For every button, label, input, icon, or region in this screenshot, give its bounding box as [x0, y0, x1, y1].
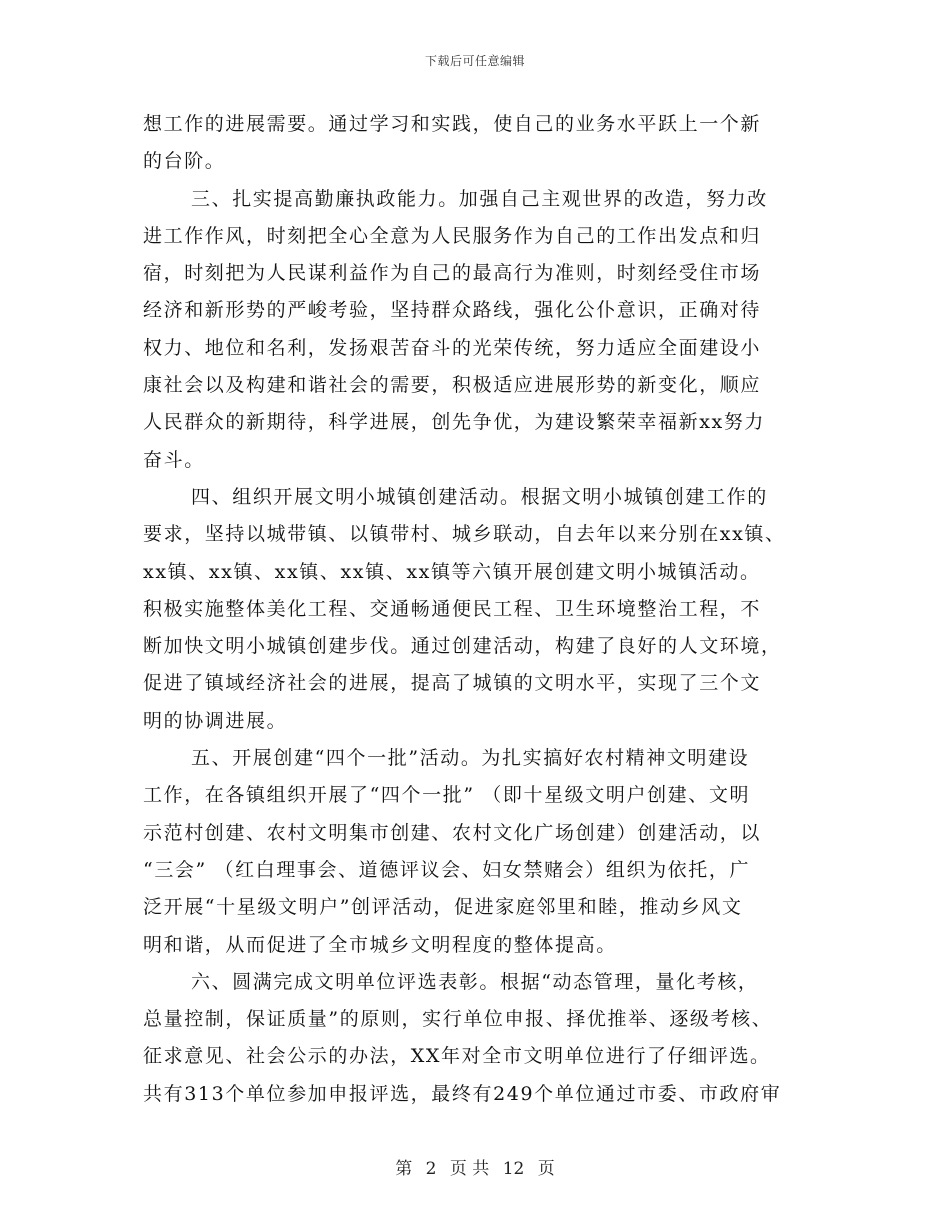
text-line: 工作，在各镇组织开展了“四个一批” （即十星级文明户创建、文明	[143, 784, 751, 807]
text-line: 明的协调进展。	[143, 709, 288, 732]
footer-middle: 页 共	[449, 1159, 490, 1179]
text-line: 泛开展“十星级文明户”创评活动，促进家庭邻里和睦，推动乡风文	[143, 896, 743, 919]
text-line: 康社会以及构建和谐社会的需要，积极适应进展形势的新变化，顺应	[143, 374, 762, 397]
text-line: 的台阶。	[143, 150, 226, 173]
footer-suffix: 页	[537, 1159, 555, 1179]
text-line: 四、组织开展文明小城镇创建活动。根据文明小城镇创建工作的	[191, 485, 768, 508]
footer-prefix: 第	[395, 1159, 413, 1179]
text-line: 宿，时刻把为人民谋利益作为自己的最高行为准则，时刻经受住市场	[143, 262, 762, 285]
text-line: 权力、地位和名利，发扬艰苦奋斗的光荣传统，努力适应全面建设小	[143, 336, 762, 359]
text-line: “三会” （红白理事会、道德评议会、妇女禁赌会）组织为依托，广	[143, 858, 751, 881]
document-body	[143, 106, 819, 1113]
text-line: 想工作的进展需要。通过学习和实践，使自己的业务水平跃上一个新	[143, 113, 762, 135]
text-line: 进工作作风，时刻把全心全意为人民服务作为自己的工作出发点和归	[143, 224, 762, 247]
page-header-note: 下载后可任意编辑	[424, 54, 525, 68]
text-line: 三、扎实提高勤廉执政能力。加强自己主观世界的改造，努力改	[191, 187, 768, 210]
text-line: 促进了镇域经济社会的进展，提高了城镇的文明水平，实现了三个文	[143, 672, 762, 695]
text-line: 示范村创建、农村文明集市创建、农村文化广场创建）创建活动，以	[143, 821, 762, 844]
text-line: 六、圆满完成文明单位评选表彰。根据“动态管理，量化考核，	[191, 970, 759, 993]
text-line: 要求，坚持以城带镇、以镇带村、城乡联动，自去年以来分别在xx镇、	[143, 523, 786, 546]
text-line: 共有313个单位参加申报评选，最终有249个单位通过市委、市政府审	[143, 1082, 782, 1105]
text-line: 奋斗。	[143, 448, 205, 471]
text-line: 人民群众的新期待，科学进展，创先争优，为建设繁荣幸福新xx努力	[143, 411, 766, 434]
text-line: 总量控制，保证质量”的原则，实行单位申报、择优推举、逐级考核、	[143, 1008, 773, 1031]
text-line: 积极实施整体美化工程、交通畅通便民工程、卫生环境整治工程，不	[143, 597, 762, 620]
text-line: 征求意见、社会公示的办法，XX年对全市文明单位进行了仔细评选。	[143, 1045, 771, 1068]
text-line: 五、开展创建“四个一批”活动。为扎实搞好农村精神文明建设	[191, 747, 750, 770]
text-line: 断加快文明小城镇创建步伐。通过创建活动，构建了良好的人文环境，	[143, 635, 782, 658]
text-line: 经济和新形势的严峻考验，坚持群众路线，强化公仆意识，正确对待	[143, 299, 762, 322]
footer-page-number: 2	[425, 1159, 437, 1179]
footer-total-pages: 12	[502, 1159, 525, 1179]
text-line: 明和谐，从而促进了全市城乡文明程度的整体提高。	[143, 933, 617, 956]
text-line: xx镇、xx镇、xx镇、xx镇、xx镇等六镇开展创建文明小城镇活动。	[143, 560, 761, 583]
page-footer	[0, 1154, 950, 1179]
